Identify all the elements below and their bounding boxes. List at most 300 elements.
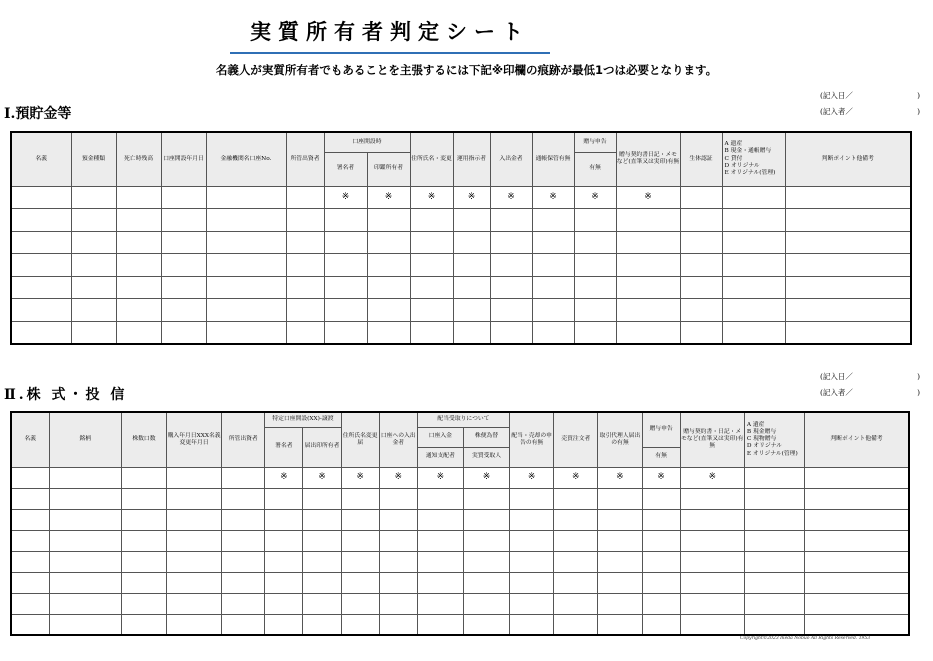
table-cell[interactable]	[417, 593, 463, 614]
table-cell[interactable]	[744, 467, 804, 488]
table-cell[interactable]	[167, 488, 222, 509]
table-cell[interactable]	[11, 572, 49, 593]
table-cell[interactable]	[49, 572, 121, 593]
table-cell[interactable]	[265, 488, 303, 509]
mark-cell[interactable]: ※	[532, 186, 574, 209]
h-legend	[722, 132, 785, 186]
table-cell[interactable]	[121, 572, 166, 593]
table-cell[interactable]	[744, 551, 804, 572]
table-cell[interactable]	[222, 572, 265, 593]
table-cell[interactable]	[206, 186, 286, 209]
table-cell[interactable]	[121, 488, 166, 509]
table-cell[interactable]	[379, 551, 417, 572]
table-cell[interactable]	[11, 322, 71, 345]
table-cell[interactable]	[554, 488, 598, 509]
table-cell[interactable]	[167, 509, 222, 530]
table-cell[interactable]	[367, 276, 410, 299]
table-cell[interactable]	[341, 593, 379, 614]
h-name: 名義	[11, 132, 71, 186]
table-cell[interactable]	[532, 276, 574, 299]
mark-cell[interactable]: ※	[410, 186, 453, 209]
table-cell[interactable]	[744, 572, 804, 593]
table-cell[interactable]	[286, 254, 324, 277]
table-cell[interactable]	[744, 593, 804, 614]
table-cell[interactable]	[11, 254, 71, 277]
table-row	[11, 530, 909, 551]
close-paren: )	[917, 91, 920, 100]
table-cell[interactable]	[324, 254, 367, 277]
table-cell[interactable]	[490, 322, 532, 345]
mark-cell[interactable]: ※	[490, 186, 532, 209]
table-cell[interactable]	[554, 530, 598, 551]
table-cell[interactable]	[490, 276, 532, 299]
table-cell[interactable]	[510, 509, 554, 530]
h-point: 判断ポイント他備考	[805, 412, 909, 467]
table-cell[interactable]	[265, 593, 303, 614]
table-cell[interactable]	[453, 231, 490, 254]
table-cell[interactable]	[722, 254, 785, 277]
table-cell[interactable]	[680, 299, 722, 322]
table-cell[interactable]	[11, 530, 49, 551]
table-cell[interactable]	[286, 322, 324, 345]
table-cell[interactable]	[642, 488, 680, 509]
table-cell[interactable]	[410, 299, 453, 322]
table-cell[interactable]	[785, 299, 911, 322]
table-cell[interactable]	[303, 530, 341, 551]
table-cell[interactable]	[324, 209, 367, 232]
table-cell[interactable]	[367, 299, 410, 322]
table-cell[interactable]	[121, 509, 166, 530]
table-cell[interactable]	[121, 467, 166, 488]
table-cell[interactable]	[410, 231, 453, 254]
table-cell[interactable]	[265, 509, 303, 530]
table-cell[interactable]	[11, 209, 71, 232]
table-cell[interactable]	[510, 551, 554, 572]
mark-cell[interactable]: ※	[598, 467, 642, 488]
table-cell[interactable]	[206, 299, 286, 322]
table-cell[interactable]	[453, 322, 490, 345]
table-cell[interactable]	[121, 551, 166, 572]
table-cell[interactable]	[367, 254, 410, 277]
table-cell[interactable]	[490, 299, 532, 322]
table-cell[interactable]	[554, 509, 598, 530]
table-cell[interactable]	[453, 299, 490, 322]
table-cell[interactable]	[744, 530, 804, 551]
table-cell[interactable]	[463, 551, 509, 572]
table-cell[interactable]	[206, 209, 286, 232]
table-cell[interactable]	[11, 299, 71, 322]
table-cell[interactable]	[341, 488, 379, 509]
table-cell[interactable]	[286, 276, 324, 299]
table-cell[interactable]	[616, 231, 680, 254]
table-cell[interactable]	[367, 209, 410, 232]
h-open-date: 口座開設年月日	[161, 132, 206, 186]
table-cell[interactable]	[379, 593, 417, 614]
table-cell[interactable]	[265, 530, 303, 551]
mark-cell[interactable]: ※	[341, 467, 379, 488]
table-cell[interactable]	[167, 530, 222, 551]
mark-cell[interactable]: ※	[616, 186, 680, 209]
table-cell[interactable]	[222, 530, 265, 551]
table-cell[interactable]	[805, 614, 909, 635]
table-cell[interactable]	[490, 254, 532, 277]
table-cell[interactable]	[744, 509, 804, 530]
table-cell[interactable]	[324, 322, 367, 345]
table-cell[interactable]	[642, 614, 680, 635]
table-cell[interactable]	[71, 276, 116, 299]
table-cell[interactable]	[463, 593, 509, 614]
table-cell[interactable]	[265, 551, 303, 572]
mark-cell[interactable]: ※	[367, 186, 410, 209]
table-cell[interactable]	[341, 530, 379, 551]
h-seal: 届出印所有者	[303, 427, 341, 467]
mark-cell[interactable]: ※	[642, 467, 680, 488]
table-cell[interactable]	[574, 209, 616, 232]
table-cell[interactable]	[463, 572, 509, 593]
table-cell[interactable]	[49, 467, 121, 488]
mark-cell[interactable]: ※	[265, 467, 303, 488]
table-cell[interactable]	[532, 231, 574, 254]
table-cell[interactable]	[722, 276, 785, 299]
section1-table	[10, 131, 912, 345]
table-cell[interactable]	[574, 299, 616, 322]
table-cell[interactable]	[121, 593, 166, 614]
table-cell[interactable]	[417, 509, 463, 530]
h-funder: 所管出資者	[222, 412, 265, 467]
table-cell[interactable]	[286, 299, 324, 322]
mark-cell[interactable]: ※	[417, 467, 463, 488]
table-cell[interactable]	[11, 614, 49, 635]
table-cell[interactable]	[71, 231, 116, 254]
table-cell[interactable]	[805, 509, 909, 530]
table-cell[interactable]	[490, 209, 532, 232]
table-cell[interactable]	[616, 209, 680, 232]
table-cell[interactable]	[116, 231, 161, 254]
table-cell[interactable]	[222, 551, 265, 572]
table-cell[interactable]	[554, 551, 598, 572]
table-cell[interactable]	[324, 299, 367, 322]
table-cell[interactable]	[341, 614, 379, 635]
mark-cell[interactable]: ※	[324, 186, 367, 209]
table-cell[interactable]	[379, 488, 417, 509]
table-cell[interactable]	[642, 509, 680, 530]
table-cell[interactable]	[642, 572, 680, 593]
table-cell[interactable]	[680, 322, 722, 345]
table-cell[interactable]	[49, 614, 121, 635]
mark-cell[interactable]: ※	[510, 467, 554, 488]
mark-cell[interactable]: ※	[463, 467, 509, 488]
table-cell[interactable]	[161, 322, 206, 345]
table-cell[interactable]	[49, 593, 121, 614]
table-cell[interactable]	[11, 551, 49, 572]
table-cell[interactable]	[532, 322, 574, 345]
table-cell[interactable]	[286, 231, 324, 254]
table-cell[interactable]	[161, 186, 206, 209]
table-cell[interactable]	[616, 276, 680, 299]
table-cell[interactable]	[453, 276, 490, 299]
table-cell[interactable]	[265, 614, 303, 635]
h-booker: 所管出資者	[286, 132, 324, 186]
table-cell[interactable]	[680, 593, 744, 614]
table-cell[interactable]	[410, 209, 453, 232]
table-cell[interactable]	[417, 530, 463, 551]
table-cell[interactable]	[379, 614, 417, 635]
table-cell[interactable]	[616, 299, 680, 322]
table-cell[interactable]	[554, 593, 598, 614]
table-cell[interactable]	[303, 488, 341, 509]
table-cell[interactable]	[303, 551, 341, 572]
table-cell[interactable]	[379, 572, 417, 593]
h-legend	[744, 412, 804, 467]
table-cell[interactable]	[324, 276, 367, 299]
table-cell[interactable]	[510, 488, 554, 509]
table-cell[interactable]	[680, 231, 722, 254]
table-cell[interactable]	[680, 572, 744, 593]
table-cell[interactable]	[49, 551, 121, 572]
table-cell[interactable]	[598, 509, 642, 530]
table-cell[interactable]	[49, 488, 121, 509]
table-cell[interactable]	[49, 530, 121, 551]
table-cell[interactable]	[410, 322, 453, 345]
table-cell[interactable]	[463, 509, 509, 530]
legend-a: A 遺産	[746, 421, 765, 428]
table-cell[interactable]	[222, 593, 265, 614]
h-dividend-notice: 配当・売却の申告の有無	[510, 412, 554, 467]
table-cell[interactable]	[785, 186, 911, 209]
table-cell[interactable]	[453, 209, 490, 232]
table-cell[interactable]	[167, 551, 222, 572]
h-actual: 実質受取人	[463, 447, 509, 467]
table-cell[interactable]	[167, 614, 222, 635]
h-signer: 署名者	[265, 427, 303, 467]
table-cell[interactable]	[367, 231, 410, 254]
table-cell[interactable]	[574, 254, 616, 277]
table-cell[interactable]	[116, 186, 161, 209]
table-cell[interactable]	[574, 276, 616, 299]
table-cell[interactable]	[206, 231, 286, 254]
table-cell[interactable]	[71, 209, 116, 232]
entry-date-label: (記入日／	[820, 372, 853, 381]
h-contract: 贈与契約書・日記・メモなど(直筆又は実印)有無	[680, 412, 744, 467]
table-cell[interactable]	[167, 593, 222, 614]
table-cell[interactable]	[722, 231, 785, 254]
table-cell[interactable]	[642, 551, 680, 572]
table-cell[interactable]	[722, 299, 785, 322]
table-cell[interactable]	[805, 467, 909, 488]
table-cell[interactable]	[785, 209, 911, 232]
table-row	[11, 551, 909, 572]
table-cell[interactable]	[554, 614, 598, 635]
section2-table	[10, 411, 910, 636]
h-balance: 死亡時残高	[116, 132, 161, 186]
table-cell[interactable]	[49, 509, 121, 530]
table-cell[interactable]	[722, 209, 785, 232]
table-cell[interactable]	[417, 614, 463, 635]
table-cell[interactable]	[510, 530, 554, 551]
table-cell[interactable]	[598, 530, 642, 551]
table-row	[11, 572, 909, 593]
mark-cell[interactable]: ※	[303, 467, 341, 488]
table-cell[interactable]	[121, 530, 166, 551]
table-cell[interactable]	[642, 593, 680, 614]
table-cell[interactable]	[222, 467, 265, 488]
table-cell[interactable]	[805, 593, 909, 614]
h-name: 名義	[11, 412, 49, 467]
table-cell[interactable]	[11, 488, 49, 509]
table-cell[interactable]	[680, 488, 744, 509]
table-row	[11, 593, 909, 614]
legend-d: D オリジナル	[724, 162, 760, 169]
table-cell[interactable]	[116, 322, 161, 345]
mark-cell[interactable]: ※	[379, 467, 417, 488]
legend-e: E オリジナル(管理)	[746, 450, 798, 457]
table-cell[interactable]	[574, 231, 616, 254]
table-cell[interactable]	[598, 551, 642, 572]
h-deposit-in: 口座入金	[417, 427, 463, 447]
table-cell[interactable]	[463, 488, 509, 509]
table-cell[interactable]	[680, 186, 722, 209]
table-cell[interactable]	[379, 509, 417, 530]
table-cell[interactable]	[616, 254, 680, 277]
table-cell[interactable]	[490, 231, 532, 254]
table-cell[interactable]	[161, 209, 206, 232]
table-cell[interactable]	[410, 276, 453, 299]
table-cell[interactable]	[417, 488, 463, 509]
table-cell[interactable]	[167, 572, 222, 593]
table-cell[interactable]	[167, 467, 222, 488]
table-cell[interactable]	[341, 551, 379, 572]
table-cell[interactable]	[116, 276, 161, 299]
table-cell[interactable]	[510, 593, 554, 614]
table-cell[interactable]	[785, 322, 911, 345]
table-cell[interactable]	[116, 209, 161, 232]
table-cell[interactable]	[680, 209, 722, 232]
table-cell[interactable]	[417, 572, 463, 593]
table-cell[interactable]	[722, 186, 785, 209]
table-cell[interactable]	[71, 322, 116, 345]
entry-person-label: (記入者／	[820, 388, 853, 397]
table-cell[interactable]	[303, 614, 341, 635]
table-cell[interactable]	[616, 322, 680, 345]
table-cell[interactable]	[532, 209, 574, 232]
table-cell[interactable]	[116, 254, 161, 277]
h-signer: 署名者	[324, 152, 367, 186]
table-cell[interactable]	[598, 614, 642, 635]
table-cell[interactable]	[744, 488, 804, 509]
table-cell[interactable]	[722, 322, 785, 345]
table-cell[interactable]	[510, 572, 554, 593]
table-cell[interactable]	[680, 509, 744, 530]
table-cell[interactable]	[11, 593, 49, 614]
table-cell[interactable]	[532, 254, 574, 277]
table-cell[interactable]	[642, 530, 680, 551]
table-cell[interactable]	[161, 231, 206, 254]
h-contract: 贈与契約書日記・メモなど(直筆又は実印)有無	[616, 132, 680, 186]
mark-cell[interactable]: ※	[453, 186, 490, 209]
table-cell[interactable]	[805, 551, 909, 572]
table-row	[11, 276, 911, 299]
table-cell[interactable]	[206, 276, 286, 299]
h-account-open: 口座開設時	[324, 132, 410, 152]
table-row	[11, 509, 909, 530]
mark-cell[interactable]: ※	[574, 186, 616, 209]
table-cell[interactable]	[805, 572, 909, 593]
table-cell[interactable]	[341, 509, 379, 530]
table-cell[interactable]	[161, 299, 206, 322]
table-cell[interactable]	[680, 530, 744, 551]
table-cell[interactable]	[744, 614, 804, 635]
table-cell[interactable]	[161, 254, 206, 277]
table-cell[interactable]	[222, 509, 265, 530]
h-shares: 株数口数	[121, 412, 166, 467]
table-cell[interactable]	[510, 614, 554, 635]
table-cell[interactable]	[11, 467, 49, 488]
table-cell[interactable]	[379, 530, 417, 551]
h-special: 特定口座開設(XX)-譲渡	[265, 412, 341, 427]
table-cell[interactable]	[11, 276, 71, 299]
table-cell[interactable]	[116, 299, 161, 322]
table-cell[interactable]	[303, 572, 341, 593]
mark-cell[interactable]: ※	[554, 467, 598, 488]
table-cell[interactable]	[71, 254, 116, 277]
table-cell[interactable]	[11, 509, 49, 530]
table-cell[interactable]	[303, 593, 341, 614]
mark-cell[interactable]: ※	[680, 467, 744, 488]
table-cell[interactable]	[265, 572, 303, 593]
table-cell[interactable]	[785, 254, 911, 277]
table-cell[interactable]	[410, 254, 453, 277]
table-cell[interactable]	[11, 231, 71, 254]
table-cell[interactable]	[805, 530, 909, 551]
table-cell[interactable]	[805, 488, 909, 509]
table-cell[interactable]	[463, 530, 509, 551]
table-cell[interactable]	[206, 322, 286, 345]
table-cell[interactable]	[161, 276, 206, 299]
table-cell[interactable]	[554, 572, 598, 593]
table-cell[interactable]	[680, 551, 744, 572]
table-cell[interactable]	[11, 186, 71, 209]
table-cell[interactable]	[598, 593, 642, 614]
table-cell[interactable]	[222, 488, 265, 509]
table-cell[interactable]	[303, 509, 341, 530]
table-cell[interactable]	[574, 322, 616, 345]
table-cell[interactable]	[341, 572, 379, 593]
table-cell[interactable]	[367, 322, 410, 345]
table-cell[interactable]	[785, 231, 911, 254]
table-cell[interactable]	[121, 614, 166, 635]
h-deposit-type: 預金種類	[71, 132, 116, 186]
table-cell[interactable]	[598, 488, 642, 509]
table-cell[interactable]	[453, 254, 490, 277]
table-cell[interactable]	[71, 299, 116, 322]
table-cell[interactable]	[222, 614, 265, 635]
table-cell[interactable]	[206, 254, 286, 277]
table-cell[interactable]	[785, 276, 911, 299]
table-cell[interactable]	[463, 614, 509, 635]
table-cell[interactable]	[286, 209, 324, 232]
table-row	[11, 614, 909, 635]
table-cell[interactable]	[680, 254, 722, 277]
table-cell[interactable]	[680, 276, 722, 299]
table-cell[interactable]	[680, 614, 744, 635]
table-cell[interactable]	[598, 572, 642, 593]
h-gift-tax: 贈与申告	[574, 132, 616, 152]
table-cell[interactable]	[417, 551, 463, 572]
table-cell[interactable]	[286, 186, 324, 209]
table-cell[interactable]	[71, 186, 116, 209]
table-cell[interactable]	[324, 231, 367, 254]
table-cell[interactable]	[532, 299, 574, 322]
